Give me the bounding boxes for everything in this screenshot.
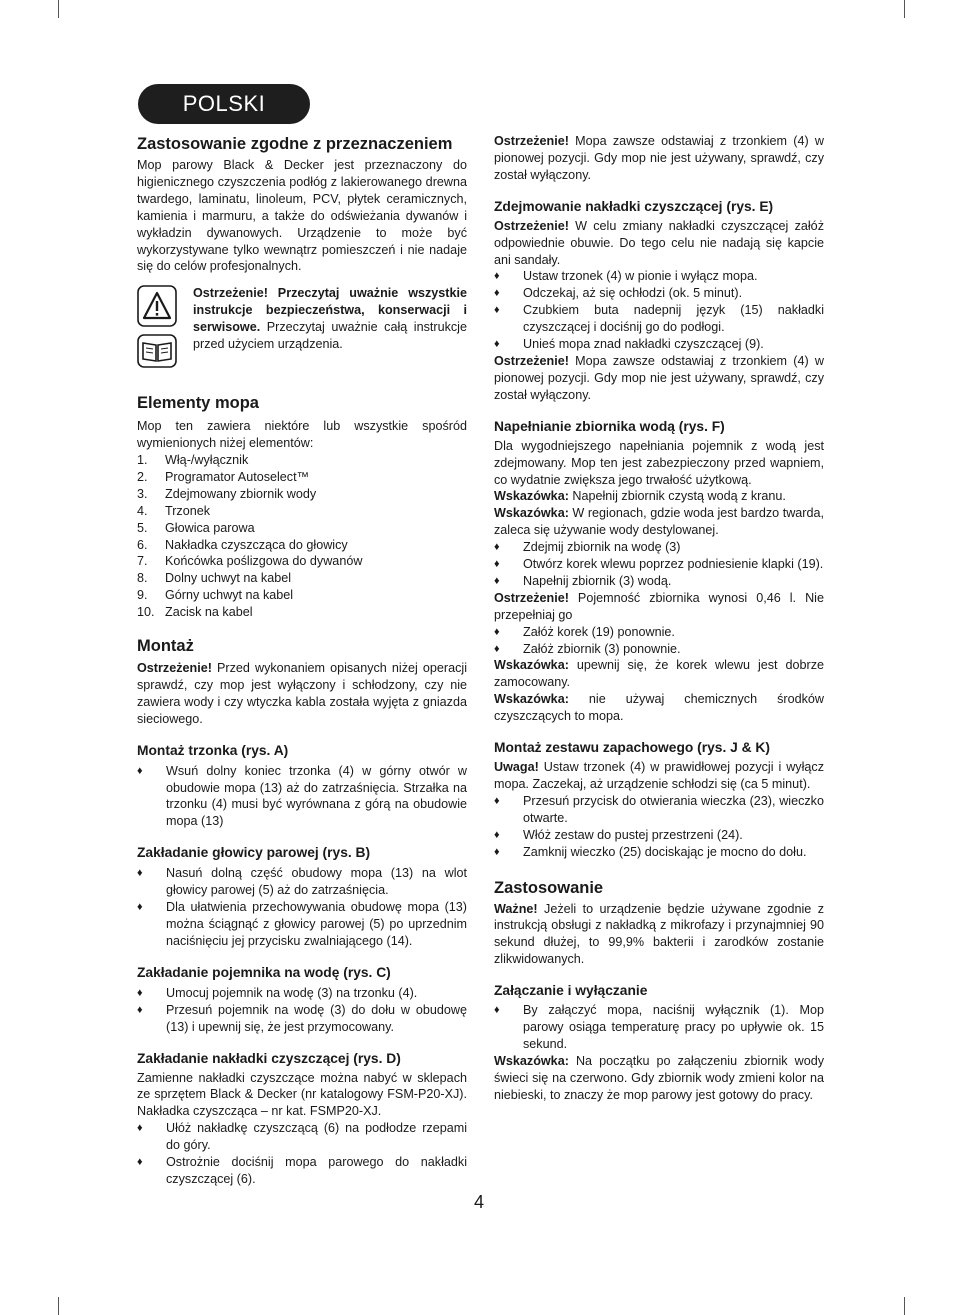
element-item xyxy=(137,587,467,604)
element-number: 2. xyxy=(137,469,148,484)
hint-text: Na początku po załączeniu zbiornik wody świeci się na czerwono. Gdy zbiornik wody zmieni kolor na niebieski, to znaczy że mop parowy jest gotowy do pracy. xyxy=(494,1053,824,1102)
bullet-item: ♦ Zdejmij zbiornik na wodę (3) xyxy=(494,539,824,556)
bullet-list xyxy=(137,865,467,950)
warning-text xyxy=(193,285,467,373)
hint-text: Napełnij zbiornik czystą wodą z kranu. xyxy=(568,489,786,504)
bullet-item: ♦ Nasuń dolną część obudowy mopa (13) na wlot głowicy parowej (5) aż do zatrzaśnięcia. xyxy=(137,865,467,899)
element-item xyxy=(137,520,467,537)
warning-triangle-icon xyxy=(137,285,177,327)
manual-book-icon xyxy=(137,334,177,368)
element-number: 8. xyxy=(137,571,148,586)
warning-normal: Przeczytaj uważnie całą instrukcje przed użyciem urządzenia. xyxy=(193,320,467,352)
bullet-list xyxy=(494,268,824,353)
bullet-item: ♦ Umocuj pojemnik na wodę (3) na trzonku (4). xyxy=(137,985,467,1002)
subsection-title: Montaż zestawu zapachowego (rys. J & K) xyxy=(494,740,770,756)
hint-text: W regionach, gdzie woda jest bardzo twarda, zaleca się używanie wody destylowanej. xyxy=(494,506,824,538)
hint-label: Wskazówka: xyxy=(494,692,569,707)
element-item xyxy=(137,486,467,503)
warning-normal: Mopa zawsze odstawiaj z trzonkiem (4) w pionowej pozycji. Gdy mop nie jest używany, sprawdź, czy został wyłączony. xyxy=(494,353,824,402)
filling-warning xyxy=(494,590,824,624)
bullet-item: ♦ Włóż zestaw do pustej przestrzeni (24). xyxy=(494,827,824,844)
safety-warning xyxy=(137,285,467,373)
element-item xyxy=(137,452,467,469)
filling-text: Dla wygodniejszego napełniania pojemnik z wodą jest zdejmowany. Mop ten jest zabezpieczony przed wapniem, co wydatnie zwiększa jego trwałość użytkową. xyxy=(494,438,824,487)
element-number: 5. xyxy=(137,520,148,535)
page-number: 4 xyxy=(474,1192,485,1212)
right-column xyxy=(494,133,824,1104)
crop-mark xyxy=(904,1297,905,1315)
warning-normal: Przed wykonaniem opisanych niżej operacji sprawdź, czy mop jest wyłączony i schłodzony, czy nie zawiera wody i czy wtyczka kabla została wyjęta z gniazda sieciowego. xyxy=(137,661,467,726)
section-title: Elementy mopa xyxy=(137,394,259,413)
subsection-title: Zakładanie głowicy parowej (rys. B) xyxy=(137,845,371,861)
subsection-title: Zakładanie pojemnika na wodę (rys. C) xyxy=(137,964,391,980)
hint-label: Wskazówka: xyxy=(494,658,569,673)
warning-label: Ostrzeżenie! xyxy=(494,353,569,368)
element-number: 7. xyxy=(137,554,148,569)
intended-use-text: Mop parowy Black & Decker jest przeznaczony do higienicznego czyszczenia podłóg z lakierowanego drewna twardego, laminatu, linoleum, PCV, płytek ceramicznych, kamienia i marmuru, a także do odświeżania dywanów i wykładzin dywanowych. Urządzenie to może być wykorzystywane tylko wewnątrz pomieszczeń i nie nadaje się do celów profesjonalnych. xyxy=(137,158,467,274)
bullet-item: ♦ Przesuń pojemnik na wodę (3) do dołu w obudowę (13) i upewnij się, że jest przymocowany. xyxy=(137,1002,467,1036)
note-label: Uwaga! xyxy=(494,760,539,775)
warning-normal: W celu zmiany nakładki czyszczącej załóż odpowiednie obuwie. Do tego celu nie nadają się kapcie ani sandały. xyxy=(494,218,824,267)
important-text: Jeżeli to urządzenie będzie używane zgodnie z instrukcją obsługi z nakładką z mikrofazy i przynajmniej 90 sekund dłużej, to 99,9% bakterii i zarodków zostanie zlikwidowanych. xyxy=(494,901,824,967)
usage-text xyxy=(494,901,824,969)
element-label: Zdejmowany zbiornik wody xyxy=(165,486,317,501)
hint-text: upewnij się, że korek wlewu jest dobrze zamocowany. xyxy=(494,658,824,690)
bullet-list xyxy=(137,985,467,1036)
warning-label: Ostrzeżenie! xyxy=(494,218,569,233)
bullet-item: ♦ Ostrożnie dociśnij mopa parowego do nakładki czyszczącej (6). xyxy=(137,1154,467,1188)
hint-label: Wskazówka: xyxy=(494,1053,569,1068)
element-item xyxy=(137,553,467,570)
bullet-item: ♦ Otwórz korek wlewu poprzez podniesienie klapki (19). xyxy=(494,556,824,573)
element-number: 4. xyxy=(137,503,148,518)
top-warning xyxy=(494,133,824,184)
bullet-item: ♦ Ułóż nakładkę czyszczącą (6) na podłodze rzepami do góry. xyxy=(137,1120,467,1154)
section-title: Zastosowanie zgodne z przeznaczeniem xyxy=(137,135,453,153)
hint xyxy=(494,505,824,539)
bullet-item: ♦ Zamknij wieczko (25) dociskając je mocno do dołu. xyxy=(494,844,824,861)
warning-icons xyxy=(137,285,177,373)
bullet-item: ♦ Dla ułatwienia przechowywania obudowę mopa (13) można ściągnąć z głowicy parowej (5) po uprzednim naciśnięciu jej przycisku zwalniającego (14). xyxy=(137,899,467,950)
element-item xyxy=(137,469,467,486)
element-label: Trzonek xyxy=(165,503,211,518)
warning-normal: Pojemność zbiornika wynosi 0,46 l. Nie przepełniaj go xyxy=(494,590,824,622)
element-label: Nakładka czyszcząca do głowicy xyxy=(165,537,348,552)
left-column xyxy=(137,133,467,1188)
bullet-item: ♦ Czubkiem buta nadepnij język (15) nakładki czyszczącej i dociśnij go do podłogi. xyxy=(494,302,824,336)
hint xyxy=(494,657,824,691)
element-number: 3. xyxy=(137,486,148,501)
bullet-item: ♦ Napełnij zbiornik (3) wodą. xyxy=(494,573,824,590)
element-number: 1. xyxy=(137,452,148,467)
bullet-item: ♦ Wsuń dolny koniec trzonka (4) w górny otwór w obudowie mopa (13) aż do zatrzaśnięcia. Strzałka na trzonku (4) musi być wyrównana z górą na obudowie mopa (13) xyxy=(137,763,467,831)
note-text: Ustaw trzonek (4) w prawidłowej pozycji i wyłącz mopa. Zaczekaj, aż urządzenie schłodzi się (ca 5 minut). xyxy=(494,760,824,791)
element-number: 6. xyxy=(137,537,148,552)
bullet-item: ♦ Ustaw trzonek (4) w pionie i wyłącz mopa. xyxy=(494,268,824,285)
element-item xyxy=(137,503,467,520)
elements-intro: Mop ten zawiera niektóre lub wszystkie spośród wymienionych niżej elementów: xyxy=(137,419,467,451)
bullet-list xyxy=(137,763,467,831)
element-label: Włą-/wyłącznik xyxy=(165,452,249,467)
subsection-title: Zdejmowanie nakładki czyszczącej (rys. E) xyxy=(494,198,774,214)
assembly-warning xyxy=(137,660,467,728)
bullet-item: ♦ Załóż korek (19) ponownie. xyxy=(494,624,824,641)
warning-bold: Ostrzeżenie! Przeczytaj uważnie wszystkie instrukcje bezpieczeństwa, konserwacji i serwisowe. xyxy=(193,286,467,335)
element-item xyxy=(137,537,467,554)
warning-normal: Mopa zawsze odstawiaj z trzonkiem (4) w pionowej pozycji. Gdy mop nie jest używany, sprawdź, czy został wyłączony. xyxy=(494,134,824,182)
language-label: POLSKI xyxy=(182,91,266,116)
bullet-item: ♦ Przesuń przycisk do otwierania wieczka (23), wieczko otwarte. xyxy=(494,793,824,827)
crop-mark xyxy=(58,0,59,18)
removal-warning xyxy=(494,218,824,269)
hint xyxy=(494,488,824,505)
section-title: Montaż xyxy=(137,637,194,656)
bullet-list xyxy=(494,624,824,658)
subsection-title: Załączanie i wyłączanie xyxy=(494,983,648,999)
hint-label: Wskazówka: xyxy=(494,506,569,521)
element-number: 9. xyxy=(137,588,148,603)
element-label: Końcówka poślizgowa do dywanów xyxy=(165,554,363,569)
bullet-list xyxy=(137,1120,467,1188)
section-title: Zastosowanie xyxy=(494,878,604,897)
pad-text: Zamienne nakładki czyszczące można nabyć w sklepach ze sprzętem Black & Decker (nr katalogowy FSM-P20-XJ). Nakładka czyszcząca – nr kat. FSMP20-XJ. xyxy=(137,1070,467,1119)
hint-label: Wskazówka: xyxy=(494,489,569,504)
crop-mark xyxy=(904,0,905,18)
bullet-item: ♦ Odczekaj, aż się ochłodzi (ok. 5 minut). xyxy=(494,285,824,302)
hint-text: nie używaj chemicznych środków czyszczących to mopa. xyxy=(494,692,824,724)
subsection-title: Montaż trzonka (rys. A) xyxy=(137,742,289,758)
important-label: Ważne! xyxy=(494,901,538,916)
element-label: Górny uchwyt na kabel xyxy=(165,588,294,603)
hint xyxy=(494,1053,824,1104)
bullet-list xyxy=(494,793,824,861)
crop-mark xyxy=(58,1297,59,1315)
subsection-title: Napełnianie zbiornika wodą (rys. F) xyxy=(494,418,725,434)
hint xyxy=(494,691,824,725)
warning-label: Ostrzeżenie! xyxy=(137,661,212,676)
element-label: Dolny uchwyt na kabel xyxy=(165,571,292,586)
language-badge xyxy=(138,84,310,124)
bullet-list xyxy=(494,539,824,590)
element-item xyxy=(137,570,467,587)
bullet-list xyxy=(494,1002,824,1053)
removal-warning-2 xyxy=(494,353,824,404)
element-label: Programator Autoselect™ xyxy=(165,469,310,484)
element-number: 10. xyxy=(137,605,155,620)
subsection-title: Zakładanie nakładki czyszczącej (rys. D) xyxy=(137,1050,401,1066)
element-label: Głowica parowa xyxy=(165,520,255,535)
element-label: Zacisk na kabel xyxy=(165,605,253,620)
bullet-item: ♦ Unieś mopa znad nakładki czyszczącej (9). xyxy=(494,336,824,353)
element-item xyxy=(137,604,467,621)
warning-label: Ostrzeżenie! xyxy=(494,134,569,148)
warning-label: Ostrzeżenie! xyxy=(494,590,569,605)
elements-list xyxy=(137,452,467,621)
scent-note xyxy=(494,759,824,793)
bullet-item: ♦ By załączyć mopa, naciśnij wyłącznik (1). Mop parowy osiąga temperaturę pracy po upływie ok. 15 sekund. xyxy=(494,1002,824,1053)
bullet-item: ♦ Załóż zbiornik (3) ponownie. xyxy=(494,641,824,658)
